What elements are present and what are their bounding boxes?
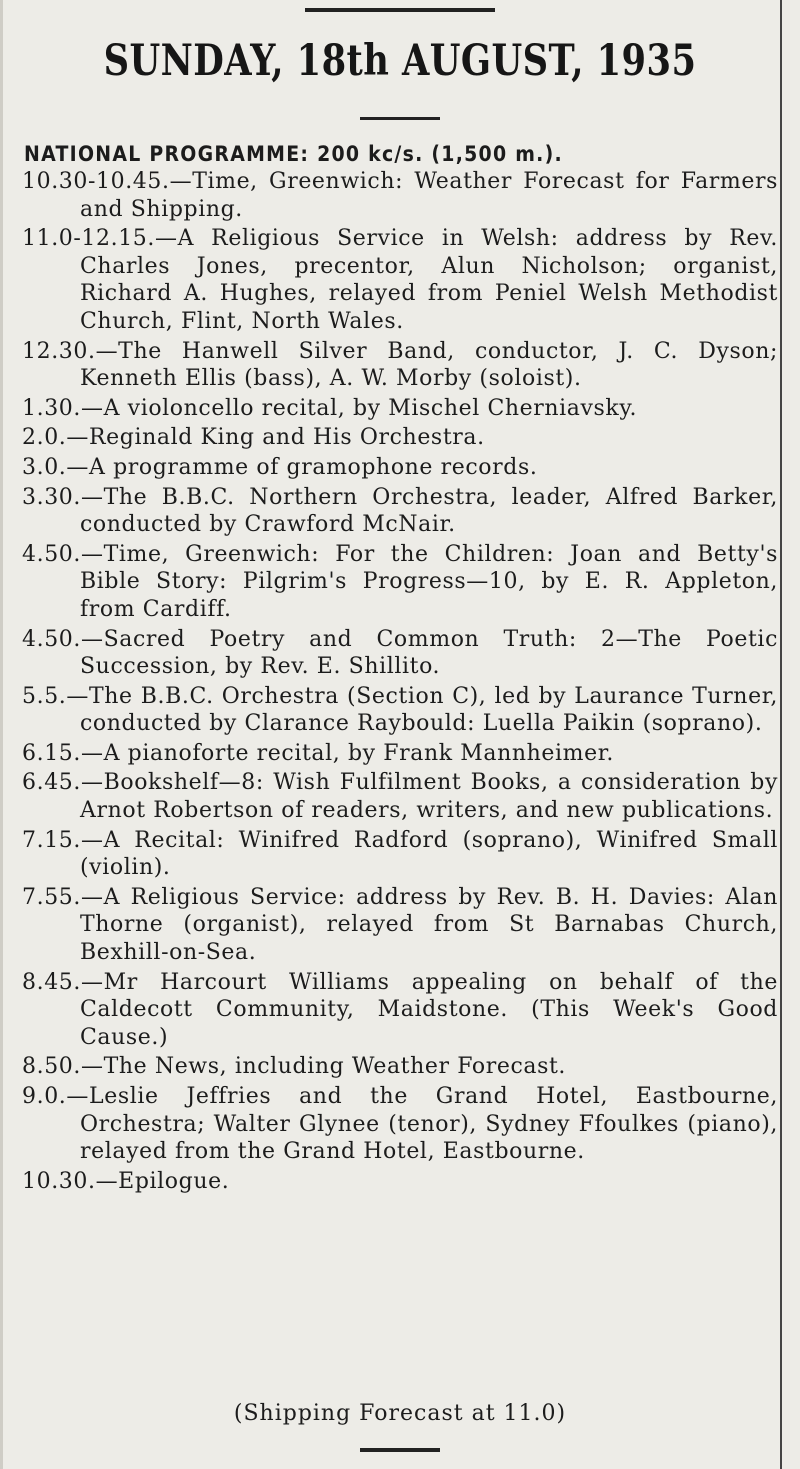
list-item — [22, 683, 778, 738]
list-item — [22, 626, 778, 681]
entry-text: —The B.B.C. Orchestra (Section C), led by Laurance Turner, conducted by Clarance Raybould: Luella Paikin (soprano). — [66, 683, 778, 737]
shipping-forecast-note: (Shipping Forecast at 11.0) — [233, 1401, 567, 1426]
title-rule — [360, 117, 440, 120]
entry-text: —Epilogue. — [95, 1168, 230, 1194]
list-item — [22, 1083, 778, 1166]
entry-time: 7.15. — [22, 827, 81, 853]
entry-text: —A Religious Service: address by Rev. B. H. Davies: Alan Thorne (organist), relayed from St Barnabas Church, Bexhill-on-Sea. — [80, 884, 778, 966]
list-item — [22, 395, 778, 423]
entry-text: —Leslie Jeffries and the Grand Hotel, Eastbourne, Orchestra; Walter Glynee (tenor), Sydney Ffoulkes (piano), relayed from the Grand Hotel, Eastbourne. — [66, 1084, 778, 1165]
list-item — [22, 969, 778, 1052]
entry-time: 8.50. — [22, 1054, 81, 1080]
entry-time: 4.50. — [22, 626, 81, 652]
entry-time: 10.30. — [22, 1168, 96, 1194]
list-item — [22, 454, 778, 482]
list-item — [22, 884, 778, 967]
column-rule-right — [780, 0, 782, 1469]
entry-text: —A Recital: Winifred Radford (soprano), Winifred Small (violin). — [80, 827, 778, 881]
entry-text: —Time, Greenwich: For the Children: Joan and Betty's Bible Story: Pilgrim's Progress—10, by E. R. Appleton, from Cardiff. — [80, 541, 778, 622]
page-title: SUNDAY, 18th AUGUST, 1935 — [103, 36, 697, 86]
list-item — [22, 541, 778, 624]
entry-text: —A violoncello recital, by Mischel Cherniavsky. — [80, 395, 638, 421]
list-item — [22, 769, 778, 824]
left-edge-shadow — [0, 0, 3, 1469]
entry-text: —Time, Greenwich: Weather Forecast for Farmers and Shipping. — [80, 169, 778, 222]
entry-text: —A pianoforte recital, by Frank Mannheimer. — [80, 740, 615, 766]
entry-text: —Reginald King and His Orchestra. — [66, 425, 485, 451]
entry-time: 7.55. — [22, 884, 81, 910]
entry-time: 10.30-10.45. — [22, 169, 170, 194]
entry-text: —Bookshelf—8: Wish Fulfilment Books, a consideration by Arnot Robertson of readers, writers, and new publications. — [80, 770, 778, 824]
entry-time: 9.0. — [22, 1084, 67, 1109]
entry-text: —Sacred Poetry and Common Truth: 2—The Poetic Succession, by Rev. E. Shillito. — [80, 626, 778, 680]
list-item — [22, 740, 778, 768]
entry-text: —Mr Harcourt Williams appealing on behalf of the Caldecott Community, Maidstone. (This Week's Good Cause.) — [80, 969, 778, 1050]
entry-text: —A Religious Service in Welsh: address by Rev. Charles Jones, precentor, Alun Nicholson; organist, Richard A. Hughes, relayed from Peniel Welsh Methodist Church, Flint, North Wales. — [80, 226, 778, 334]
programme-heading: NATIONAL PROGRAMME: 200 kc/s. (1,500 m.). — [24, 142, 563, 166]
list-item — [22, 168, 778, 223]
entry-time: 11.0-12.15. — [22, 226, 155, 252]
entry-time: 12.30. — [22, 338, 96, 364]
entry-time: 6.15. — [22, 740, 81, 766]
entry-time: 1.30. — [22, 395, 81, 421]
top-rule — [305, 8, 495, 12]
bottom-rule — [360, 1448, 440, 1452]
entry-time: 4.50. — [22, 541, 81, 567]
entry-text: —A programme of gramophone records. — [66, 454, 538, 480]
list-item — [22, 338, 778, 393]
list-item — [22, 484, 778, 539]
entry-time: 2.0. — [22, 425, 67, 451]
entry-time: 5.5. — [22, 683, 67, 709]
entry-time: 8.45. — [22, 969, 81, 995]
entry-text: —The B.B.C. Northern Orchestra, leader, Alfred Barker, conducted by Crawford McNair. — [80, 484, 778, 538]
list-item — [22, 1053, 778, 1081]
programme-list — [22, 168, 778, 1197]
entry-time: 3.0. — [22, 454, 67, 480]
entry-time: 3.30. — [22, 484, 81, 510]
list-item — [22, 1168, 778, 1196]
list-item — [22, 424, 778, 452]
entry-text: —The News, including Weather Forecast. — [80, 1054, 567, 1080]
entry-time: 6.45. — [22, 770, 81, 796]
entry-text: —The Hanwell Silver Band, conductor, J. C. Dyson; Kenneth Ellis (bass), A. W. Morby (soloist). — [80, 338, 778, 392]
list-item — [22, 225, 778, 335]
list-item — [22, 827, 778, 882]
